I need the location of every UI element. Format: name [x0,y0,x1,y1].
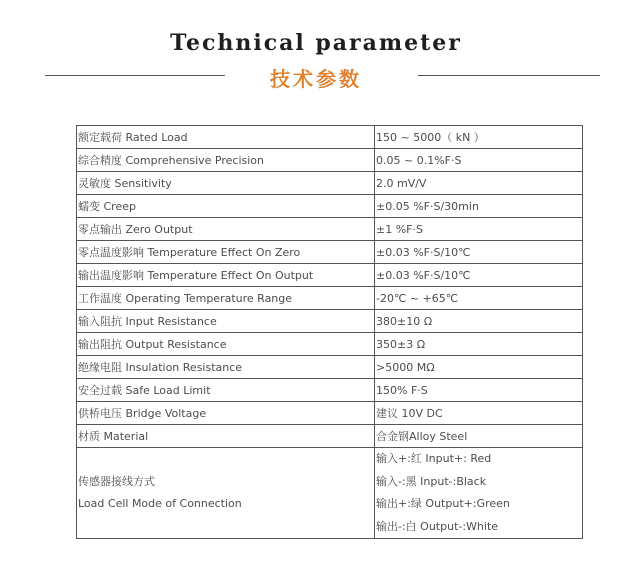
wire-input-minus: 输入-:黑 Input-:Black [376,474,487,488]
param-value: 2.0 mV/V [375,172,583,195]
table-row [77,425,583,448]
connection-param-name [77,448,375,539]
title-divider-right [418,75,600,76]
param-name: 绝缘电阻 Insulation Resistance [77,356,375,379]
param-value: ±0.05 %F·S/30min [375,195,583,218]
param-name: 材质 Material [77,425,375,448]
wire-input-plus: 输入+:红 Input+: Red [376,452,492,465]
param-name: 灵敏度 Sensitivity [77,172,375,195]
param-value: 建议 10V DC [375,402,583,425]
parameter-table [76,125,583,539]
table-row [77,126,583,149]
table-row [77,172,583,195]
param-name: 工作温度 Operating Temperature Range [77,287,375,310]
param-name: 安全过载 Safe Load Limit [77,379,375,402]
param-name: 输出阻抗 Output Resistance [77,333,375,356]
connection-param-en: Load Cell Mode of Connection [78,497,242,510]
wire-output-minus: 输出-:白 Output-:White [376,519,499,533]
param-name: 供桥电压 Bridge Voltage [77,402,375,425]
wire-output-plus: 输出+:绿 Output+:Green [376,497,510,510]
page-title-cn: 技术参数 [270,67,362,91]
param-name: 零点温度影响 Temperature Effect On Zero [77,241,375,264]
table-row [77,241,583,264]
param-value: >5000 MΩ [375,356,583,379]
connection-row [77,448,583,539]
table-row [77,310,583,333]
table-row [77,402,583,425]
param-name: 输入阻抗 Input Resistance [77,310,375,333]
param-value: ±0.03 %F·S/10℃ [375,264,583,287]
connection-param-cn: 传感器接线方式 [78,474,155,488]
table-row [77,264,583,287]
table-row [77,195,583,218]
param-value: 150% F·S [375,379,583,402]
param-value: 合金钢Alloy Steel [375,425,583,448]
param-name: 蠕变 Creep [77,195,375,218]
param-name: 额定载荷 Rated Load [77,126,375,149]
page-title-en: Technical parameter [170,30,462,56]
param-name: 综合精度 Comprehensive Precision [77,149,375,172]
param-value: 150 ~ 5000（ kN ） [375,126,583,149]
table-row [77,356,583,379]
param-name: 零点输出 Zero Output [77,218,375,241]
table-row [77,379,583,402]
param-value: 0.05 ~ 0.1%F·S [375,149,583,172]
param-value: ±1 %F·S [375,218,583,241]
table-row [77,333,583,356]
table-row [77,218,583,241]
connection-values [375,448,583,539]
param-name: 输出温度影响 Temperature Effect On Output [77,264,375,287]
table-row [77,287,583,310]
param-value: -20℃ ~ +65℃ [375,287,583,310]
table-row [77,149,583,172]
param-value: 380±10 Ω [375,310,583,333]
param-value: 350±3 Ω [375,333,583,356]
param-value: ±0.03 %F·S/10℃ [375,241,583,264]
parameter-table-body [77,126,583,539]
